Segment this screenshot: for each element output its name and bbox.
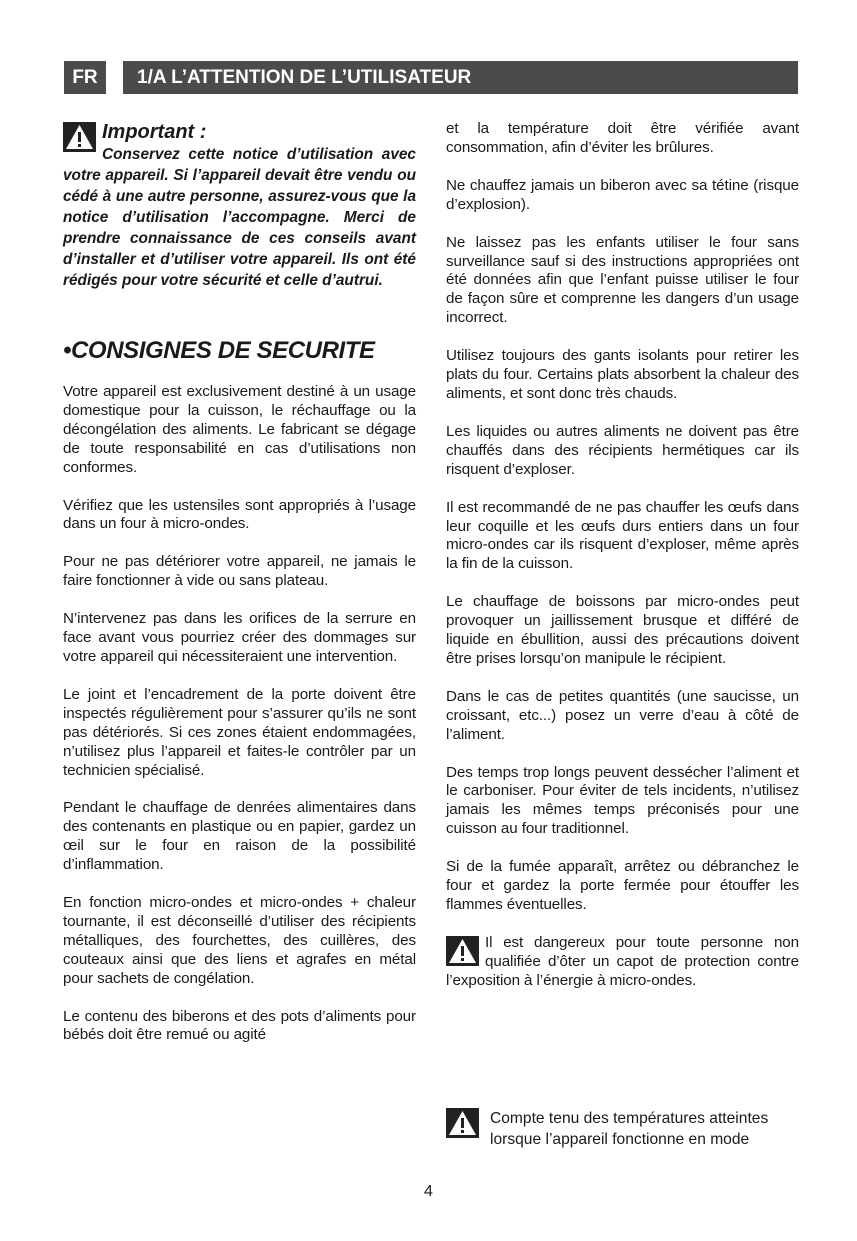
warning-line: lorsque l’appareil fonctionne en mode <box>490 1131 750 1148</box>
warning-line: Compte tenu des températures atteintes <box>490 1110 769 1127</box>
left-paragraphs <box>63 383 416 1045</box>
paragraph: Dans le cas de petites quantités (une saucisse, un croissant, etc...) posez un verre d’eau à côté de l’aliment. <box>446 687 799 743</box>
important-text: Conservez cette notice d’utilisation avec votre appareil. Si l’appareil devait être vendu ou cédé à une autre personne, assurez-vous que la notice d’utilisation l’accompagne. Merci de prendre connaissance de ces conseils avant d’installer et d’utiliser votre appareil. Ils ont été rédigés pour votre sécurité et celle d’autrui. <box>63 146 416 289</box>
paragraph: En fonction micro-ondes et micro-ondes + chaleur tournante, il est déconseillé d’utiliser des récipients métalliques, des fourchettes, des cuillères, des couteaux ainsi que des liens et agrafes en métal pour sachets de congélation. <box>63 894 416 987</box>
paragraph: Vérifiez que les ustensiles sont appropriés à l’usage dans un four à micro-ondes. <box>63 496 416 533</box>
warning-triangle-icon <box>446 1108 479 1138</box>
paragraph: Ne chauffez jamais un biberon avec sa tétine (risque d’explosion). <box>446 176 799 213</box>
paragraph: Le joint et l’encadrement de la porte doivent être inspectés régulièrement pour s’assurer qu’ils ne sont pas détériorés. Si ces zones étaient endommagées, n’utilisez plus l’appareil et faites-le contrôler par un technicien spécialisé. <box>63 685 416 779</box>
important-box <box>63 120 416 291</box>
paragraph: Ne laissez pas les enfants utiliser le four sans surveillance sauf si des instructions appropriées ont été données afin que l’enfant puisse utiliser le four de façon sûre et comprenne les dangers d’un usage incorrect. <box>446 233 799 327</box>
paragraph: N’intervenez pas dans les orifices de la serrure en face avant vous pourriez créer des dommages sur votre appareil qui nécessiteraient une intervention. <box>63 610 416 665</box>
right-column <box>446 120 799 991</box>
paragraph: Pour ne pas détériorer votre appareil, ne jamais le faire fonctionner à vide ou sans plateau. <box>63 553 416 590</box>
section-title: •CONSIGNES DE SECURITE <box>63 337 375 364</box>
paragraph: et la température doit être vérifiée avant consommation, afin d’éviter les brûlures. <box>446 120 799 156</box>
paragraph: Les liquides ou autres aliments ne doivent pas être chauffés dans des récipients hermétiques car ils risquent d’exploser. <box>446 422 799 478</box>
warning-text: Il est dangereux pour toute personne non qualifiée d’ôter un capot de protection contre l’exposition à l’énergie à micro-ondes. <box>446 933 799 989</box>
page-header-title: 1/A L’ATTENTION DE L’UTILISATEUR <box>123 61 798 94</box>
paragraph: Si de la fumée apparaît, arrêtez ou débranchez le four et gardez la porte fermée pour étouffer les flammes éventuelles. <box>446 858 799 913</box>
important-title: Important : <box>102 121 207 143</box>
page-number: 4 <box>424 1183 433 1200</box>
paragraph: Des temps trop longs peuvent dessécher l’aliment et le carboniser. Pour éviter de tels incidents, n’utilisez jamais les mêmes temps préconisés pour une cuisson au four traditionnel. <box>446 763 799 838</box>
paragraph: Il est recommandé de ne pas chauffer les œufs dans leur coquille et les œufs durs entiers dans un four micro-ondes car ils risquent d’exploser, même après la fin de la cuisson. <box>446 498 799 573</box>
paragraph: Votre appareil est exclusivement destiné à un usage domestique pour la cuisson, le réchauffage ou la décongélation des aliments. Le fabricant se dégage de toute responsabilité en cas d’utilisations non conformes. <box>63 383 416 476</box>
warning-text-bottom <box>490 1108 768 1150</box>
paragraph: Le chauffage de boissons par micro-ondes peut provoquer un jaillissement brusque et différé de liquide en ébullition, aussi des précautions doivent être prises lorsqu’on manipule le récipient. <box>446 593 799 667</box>
left-column <box>63 120 416 1045</box>
paragraph: Utilisez toujours des gants isolants pour retirer les plats du four. Certains plats absorbent la chaleur des aliments, et sont donc très chauds. <box>446 347 799 402</box>
paragraph: Le contenu des biberons et des pots d’aliments pour bébés doit être remué ou agité <box>63 1007 416 1044</box>
paragraph: Pendant le chauffage de denrées alimentaires dans des contenants en plastique ou en papier, gardez un œil sur le four en raison de la possibilité d’inflammation. <box>63 799 416 874</box>
warning-triangle-icon <box>63 122 96 152</box>
language-tab: FR <box>64 61 106 94</box>
warning-note <box>446 934 799 991</box>
warning-triangle-icon <box>446 936 479 966</box>
